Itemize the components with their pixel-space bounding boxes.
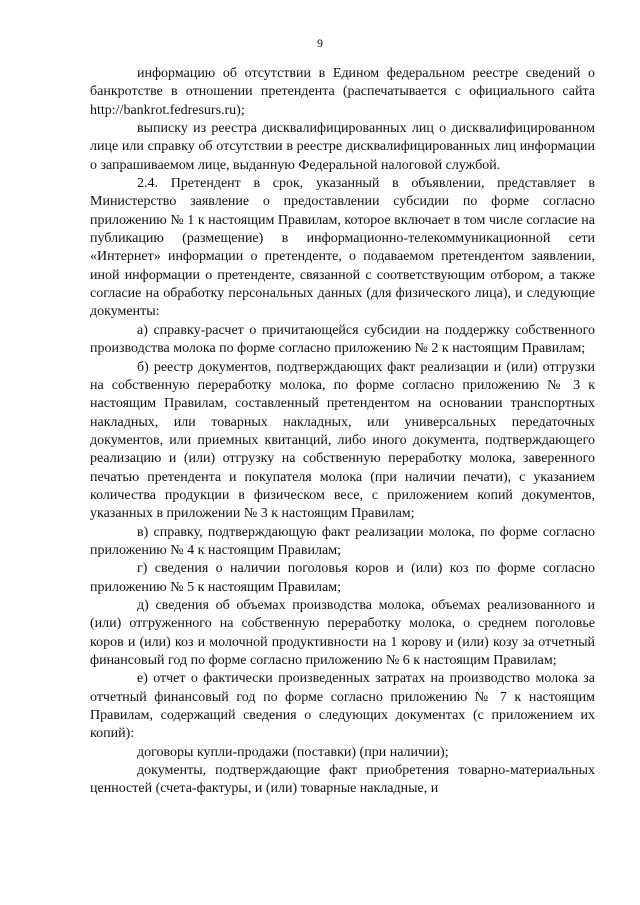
paragraph-item-g: г) сведения о наличии поголовья коров и (или) коз по форме согласно приложению № 5 к настоящим Правилам; [90,561,595,595]
paragraph-item-b: б) реестр документов, подтверждающих факт реализации и (или) отгрузки на собственную переработку молока, по форме согласно приложению № 3 к настоящим Правилам, составленный претендентом на основании транспортных накладных, или товарных накладных, или универсальных передаточных документов, или приемных квитанций, либо иного документа, подтверждающего реализацию и (или) отгрузку на собственную переработку молока, заверенного печатью претендента и покупателя молока (при наличии печати), с указанием количества продукции в физическом весе, с приложением копий документов, указанных в приложении № 3 к настоящим Правилам; [90,359,595,522]
paragraph-item-v: в) справку, подтверждающую факт реализации молока, по форме согласно приложению № 4 к настоящим Правилам; [90,524,595,558]
document-body [90,65,595,799]
paragraph-disqualified-registry: выписку из реестра дисквалифицированных лиц о дисквалифицированном лице или справку об отсутствии в реестре дисквалифицированных лиц информации о запрашиваемом лице, выданную Федеральной налоговой службой. [90,121,595,173]
paragraph-bankruptcy-info: информацию об отсутствии в Едином федеральном реестре сведений о банкротстве в отношении претендента (распечатывается с официального сайта http://bankrot.fedresurs.ru); [90,66,595,118]
page-number: 9 [317,36,323,50]
paragraph-item-e: е) отчет о фактически произведенных затратах на производство молока за отчетный финансовый год по форме согласно приложению № 7 к настоящим Правилам, содержащий сведения о следующих документах (с приложением их копий): [90,671,595,742]
paragraph-supporting-documents: документы, подтверждающие факт приобретения товарно-материальных ценностей (счета-фактуры, и (или) товарные накладные, и [90,763,595,797]
paragraph-item-d: д) сведения об объемах производства молока, объемах реализованного и (или) отгруженного на собственную переработку молока, о среднем поголовье коров и (или) коз и молочной продуктивности на 1 корову и (или) козу за отчетный финансовый год по форме согласно приложению № 6 к настоящим Правилам; [90,597,595,668]
paragraph-purchase-contracts: договоры купли-продажи (поставки) (при наличии); [137,744,449,760]
paragraph-item-a: а) справку-расчет о причитающейся субсидии на поддержку собственного производства молока по форме согласно приложению № 2 к настоящим Правилам; [90,322,595,357]
paragraph-section-2-4: 2.4. Претендент в срок, указанный в объявлении, представляет в Министерство заявление о предоставлении субсидии по форме согласно приложению № 1 к настоящим Правилам, которое включает в том числе согласие на публикацию (размещение) в информационно-телекоммуникационной сети «Интернет» информации о претенденте, о подаваемом претендентом заявлении, иной информации о претенденте, связанной с соответствующим отбором, а также согласие на обработку персональных данных (для физического лица), и следующие документы: [90,176,595,320]
